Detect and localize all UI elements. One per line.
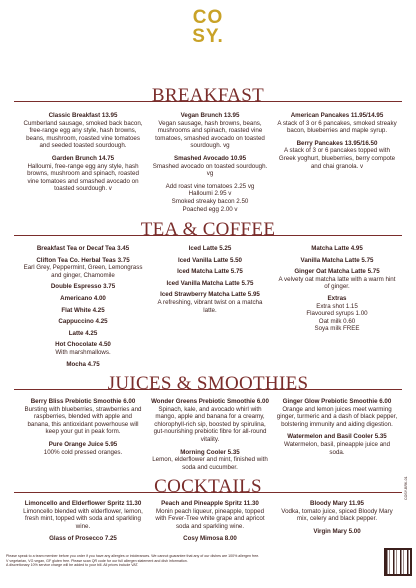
menu-item: Garden Brunch 14.75 Halloumi, free-range egg any style, hash browns, mushroom and spinach, roasted vine tomatoes and smashed avocado on toasted sourdough. v xyxy=(27,154,139,193)
menu-item: Peach and Pineapple Spritz 11.30 Monin peach liqueur, pineapple, topped with Fever-Tree white grape and apricot soda and sparkling wine. xyxy=(155,500,265,530)
menu-item: Virgin Mary 5.00 xyxy=(313,527,361,535)
menu-item: Berry Bliss Prebiotic Smoothie 6.00 Bursting with blueberries, strawberries and raspberries, blended with apple and banana, this antioxidant powerhouse will keep your gut in peak form. xyxy=(24,398,142,436)
section-title-breakfast: BREAKFAST xyxy=(151,85,265,106)
menu-item: Berry Pancakes 13.95/16.50 A stack of 3 or 6 pancakes topped with Greek yoghurt, blueberries, berry compote and chai granola. v xyxy=(278,139,396,170)
menu-code: COSY-BRK-01 xyxy=(404,476,408,500)
menu-item: Smashed Avocado 10.95 Smashed avocado on toasted sourdough. vg xyxy=(152,154,268,178)
menu-item: Iced Vanilla Matcha Latte 5.75 xyxy=(166,279,254,287)
section-title-tea-coffee: TEA & COFFEE xyxy=(140,219,276,240)
menu-item: Ginger Glow Prebiotic Smoothie 6.00 Orange and lemon juices meet warming ginger, turmeric and a dash of black pepper, bolstering immunity and aiding digestion. xyxy=(276,398,398,428)
tea-col-1 xyxy=(22,245,144,372)
menu-item: Clifton Tea Co. Herbal Teas 3.75 Earl Grey, Peppermint, Green, Lemongrass and ginger, Chamomile xyxy=(23,256,143,279)
tea-col-3 xyxy=(276,245,398,337)
menu-item: Vanilla Matcha Latte 5.75 xyxy=(300,256,374,264)
menu-item-extras: Add roast vine tomatoes 2.25 vg Halloumi 2.95 v Smoked streaky bacon 2.50 Poached egg 2.00 v xyxy=(165,182,255,213)
allergen-footer xyxy=(6,554,336,568)
footer-line-3: A discretionary 10% service charge will be added to your bill. All prices include VAT. xyxy=(6,563,139,568)
menu-item: Hot Chocolate 4.50 With marshmallows. xyxy=(55,341,111,356)
menu-item: Pure Orange Juice 5.95 100% cold pressed oranges. xyxy=(43,440,123,456)
menu-item: Iced Matcha Latte 5.75 xyxy=(177,268,243,276)
menu-item: Bloody Mary 11.95 Vodka, tomato juice, spiced Bloody Mary mix, celery and black pepper. xyxy=(281,500,393,523)
menu-item: Matcha Latte 4.95 xyxy=(311,245,363,252)
cosy-logo xyxy=(185,8,231,54)
section-title-juices-smoothies: JUICES & SMOOTHIES xyxy=(107,373,309,394)
cocktails-col-1 xyxy=(22,500,144,548)
menu-item: Morning Cooler 5.35 Lemon, elderflower and mint, finished with soda and cucumber. xyxy=(152,448,268,471)
menu-item: Latte 4.25 xyxy=(68,329,98,337)
menu-item-extras: Extras Extra shot 1.15 Flavoured syrups 1.00 Oat milk 0.60 Soya milk FREE xyxy=(306,294,368,333)
menu-item: Cosy Mimosa 8.00 xyxy=(183,535,237,543)
menu-item: Classic Breakfast 13.95 Cumberland sausage, smoked back bacon, free-range egg any style, hash browns, beans, mushroom, roasted vine tomatoes and seeded toasted sourdough. xyxy=(23,112,143,150)
juices-col-3 xyxy=(276,398,398,461)
menu-item: Double Espresso 3.75 xyxy=(50,283,116,291)
menu-item: Iced Strawberry Matcha Latte 5.95 A refreshing, vibrant twist on a matcha latte. xyxy=(157,291,263,314)
menu-item: Iced Latte 5.25 xyxy=(188,245,232,252)
logo-line-1: CO xyxy=(192,7,224,28)
menu-item: Watermelon and Basil Cooler 5.35 Watermelon, basil, pineapple juice and soda. xyxy=(283,433,391,456)
menu-item: Americano 4.00 xyxy=(60,294,106,302)
section-title-cocktails: COCKTAILS xyxy=(154,476,262,497)
breakfast-col-1 xyxy=(22,112,144,198)
logo-line-2: SY. xyxy=(192,26,224,47)
menu-item: Ginger Oat Matcha Latte 5.75 A velvety oat matcha latte with a warm hint of ginger. xyxy=(278,268,396,291)
cocktails-col-3 xyxy=(276,500,398,540)
qr-code-icon[interactable] xyxy=(384,548,412,576)
menu-item: Glass of Prosecco 7.25 xyxy=(49,535,117,543)
juices-col-2 xyxy=(150,398,270,476)
footer-line-2: V vegetarian, VG vegan, GF gluten free. Please scan QR code for our full allergen statement and dish information. xyxy=(6,558,188,563)
menu-item: Limoncello and Elderflower Spritz 11.30 Limoncello blended with elderflower, lemon, fresh mint, topped with soda and sparkling wine. xyxy=(23,500,143,530)
menu-item: Vegan Brunch 13.95 Vegan sausage, hash browns, beans, mushrooms and spinach, roasted vine tomatoes, smashed avocado on toasted sourdough. vg xyxy=(155,112,265,150)
tea-col-2 xyxy=(150,245,270,318)
footer-line-1: Please speak to a team member before you order if you have any allergies or intolerances. We cannot guarantee that any of our dishes are 100% allergen free. xyxy=(6,554,260,558)
menu-item: Iced Vanilla Latte 5.50 xyxy=(178,256,242,264)
menu-item: Flat White 4.25 xyxy=(61,306,105,314)
menu-item: Cappuccino 4.25 xyxy=(58,318,108,326)
breakfast-col-2 xyxy=(150,112,270,218)
menu-item: Wonder Greens Prebiotic Smoothie 6.00 Spinach, kale, and avocado whirl with mango, apple and banana for a creamy, chlorophyll-rich sip, boosted by spirulina, gut-nourishing prebiotic fibre for all-round vitality. xyxy=(151,398,269,443)
menu-item: American Pancakes 11.95/14.95 A stack of 3 or 6 pancakes, smoked streaky bacon, blueberries and maple syrup. xyxy=(277,112,397,135)
menu-item: Breakfast Tea or Decaf Tea 3.45 xyxy=(36,245,130,252)
cocktails-col-2 xyxy=(150,500,270,548)
breakfast-col-3 xyxy=(276,112,398,175)
juices-col-1 xyxy=(22,398,144,461)
menu-item: Mocha 4.75 xyxy=(66,360,100,368)
